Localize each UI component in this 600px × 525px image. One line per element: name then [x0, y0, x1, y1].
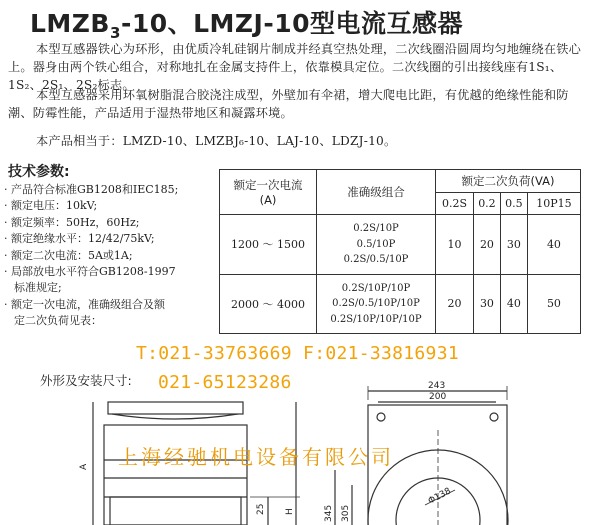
header-primary-current — [220, 170, 317, 215]
dim-label-200: 200 — [429, 392, 447, 402]
load-col-header: 0.2S — [436, 192, 474, 215]
table-header-row — [220, 170, 581, 193]
intro-paragraph-structure: 本型互感器铁心为环形，由优质冷轧硅钢片制成并经真空热处理，二次线圈沿圆周均匀地缠绕在铁心上。器身由两个铁心组合，对称地扎在金属支持件上，依靠模具定位。二次线圈的引出接线座有1S₁、1S₂、2S₁、2S₂标志。 — [8, 42, 582, 92]
dim-label-H: H — [285, 508, 295, 515]
cell-load: 10 — [436, 215, 474, 274]
watermark-phone-2: 021-65123286 — [158, 372, 292, 393]
side-view-body — [104, 425, 247, 525]
tech-param-item: · 额定频率：50Hz，60Hz; — [4, 215, 140, 229]
tech-param-item: 定二次负荷见表： — [14, 314, 102, 328]
cell-load: 20 — [473, 215, 500, 274]
load-col-header: 0.5 — [500, 192, 527, 215]
cell-accuracy — [317, 215, 436, 274]
cell-current: 1200 ～ 1500 — [220, 215, 317, 274]
table-row — [220, 274, 581, 333]
cell-load: 40 — [500, 274, 527, 333]
intro-paragraph-equivalents: 本产品相当于：LMZD-10、LMZBJ₆-10、LAJ-10、LDZJ-10。 — [36, 134, 397, 148]
tech-param-item: · 额定绝缘水平：12/42/75kV; — [4, 232, 155, 246]
tech-params-list — [4, 182, 219, 330]
side-view-top-flange — [108, 402, 243, 414]
tech-param-item: · 额定一次电流，准确级组合及额 — [4, 297, 165, 311]
accuracy-line: 0.2S/10P/10P — [341, 282, 411, 294]
tech-params-heading: 技术参数: — [8, 164, 70, 180]
watermark-company-name: 上海经驰机电设备有限公司 — [118, 445, 394, 469]
side-view-shed — [112, 414, 238, 419]
header-secondary-load: 额定二次负荷(VA) — [436, 170, 581, 193]
tech-param-item: · 产品符合标准GB1208和IEC185; — [4, 183, 179, 196]
watermark-phone-fax: T:021-33763669 F:021-33816931 — [136, 343, 459, 364]
accuracy-line: 0.5/10P — [356, 238, 396, 250]
tech-param-item: · 额定二次电流：5A或1A; — [4, 248, 133, 262]
tech-param-item: · 额定电压：10kV; — [4, 199, 98, 213]
accuracy-line: 0.2S/0.5/10P — [343, 254, 409, 266]
load-col-header: 10P15 — [527, 192, 580, 215]
cell-load: 30 — [473, 274, 500, 333]
dim-label-A: A — [79, 463, 89, 470]
mounting-hole — [490, 413, 498, 421]
side-view-base — [110, 497, 241, 525]
header-primary-current-unit: (A) — [259, 193, 277, 208]
rating-table — [219, 169, 581, 334]
cell-load: 20 — [436, 274, 474, 333]
accuracy-line: 0.2S/10P/10P/10P — [330, 313, 422, 325]
dim-label-345: 345 — [324, 504, 334, 522]
tech-param-item: · 局部放电水平符合GB1208-1997 — [4, 265, 176, 279]
dim-label-25: 25 — [256, 503, 266, 515]
load-col-header: 0.2 — [473, 192, 500, 215]
accuracy-line: 0.2S/10P — [353, 223, 399, 235]
intro-paragraph-material: 本型互感器采用环氧树脂混合胶浇注成型，外壁加有伞裙，增大爬电比距，有优越的绝缘性能和防潮、防霉性能，产品适用于湿热带地区和凝露环境。 — [8, 88, 569, 120]
outline-drawing-heading: 外形及安装尺寸: — [40, 373, 132, 388]
cell-load: 30 — [500, 215, 527, 274]
cell-load: 40 — [527, 215, 580, 274]
mounting-hole — [377, 413, 385, 421]
header-primary-current-label: 额定一次电流 — [233, 178, 303, 193]
tech-param-item: 标准规定; — [14, 281, 62, 295]
dim-label-243: 243 — [428, 381, 446, 391]
dim-label-dia: Φ138 — [426, 486, 453, 507]
header-accuracy: 准确级组合 — [317, 170, 436, 215]
page-title: $LMZB_3-10$、LMZJ-10型电流互感器 — [30, 9, 464, 42]
table-row — [220, 215, 581, 274]
dim-label-305: 305 — [341, 504, 351, 522]
cell-load: 50 — [527, 274, 580, 333]
accuracy-line: 0.2S/0.5/10P/10P — [332, 298, 420, 310]
cell-accuracy — [317, 274, 436, 333]
cell-current: 2000 ～ 4000 — [220, 274, 317, 333]
